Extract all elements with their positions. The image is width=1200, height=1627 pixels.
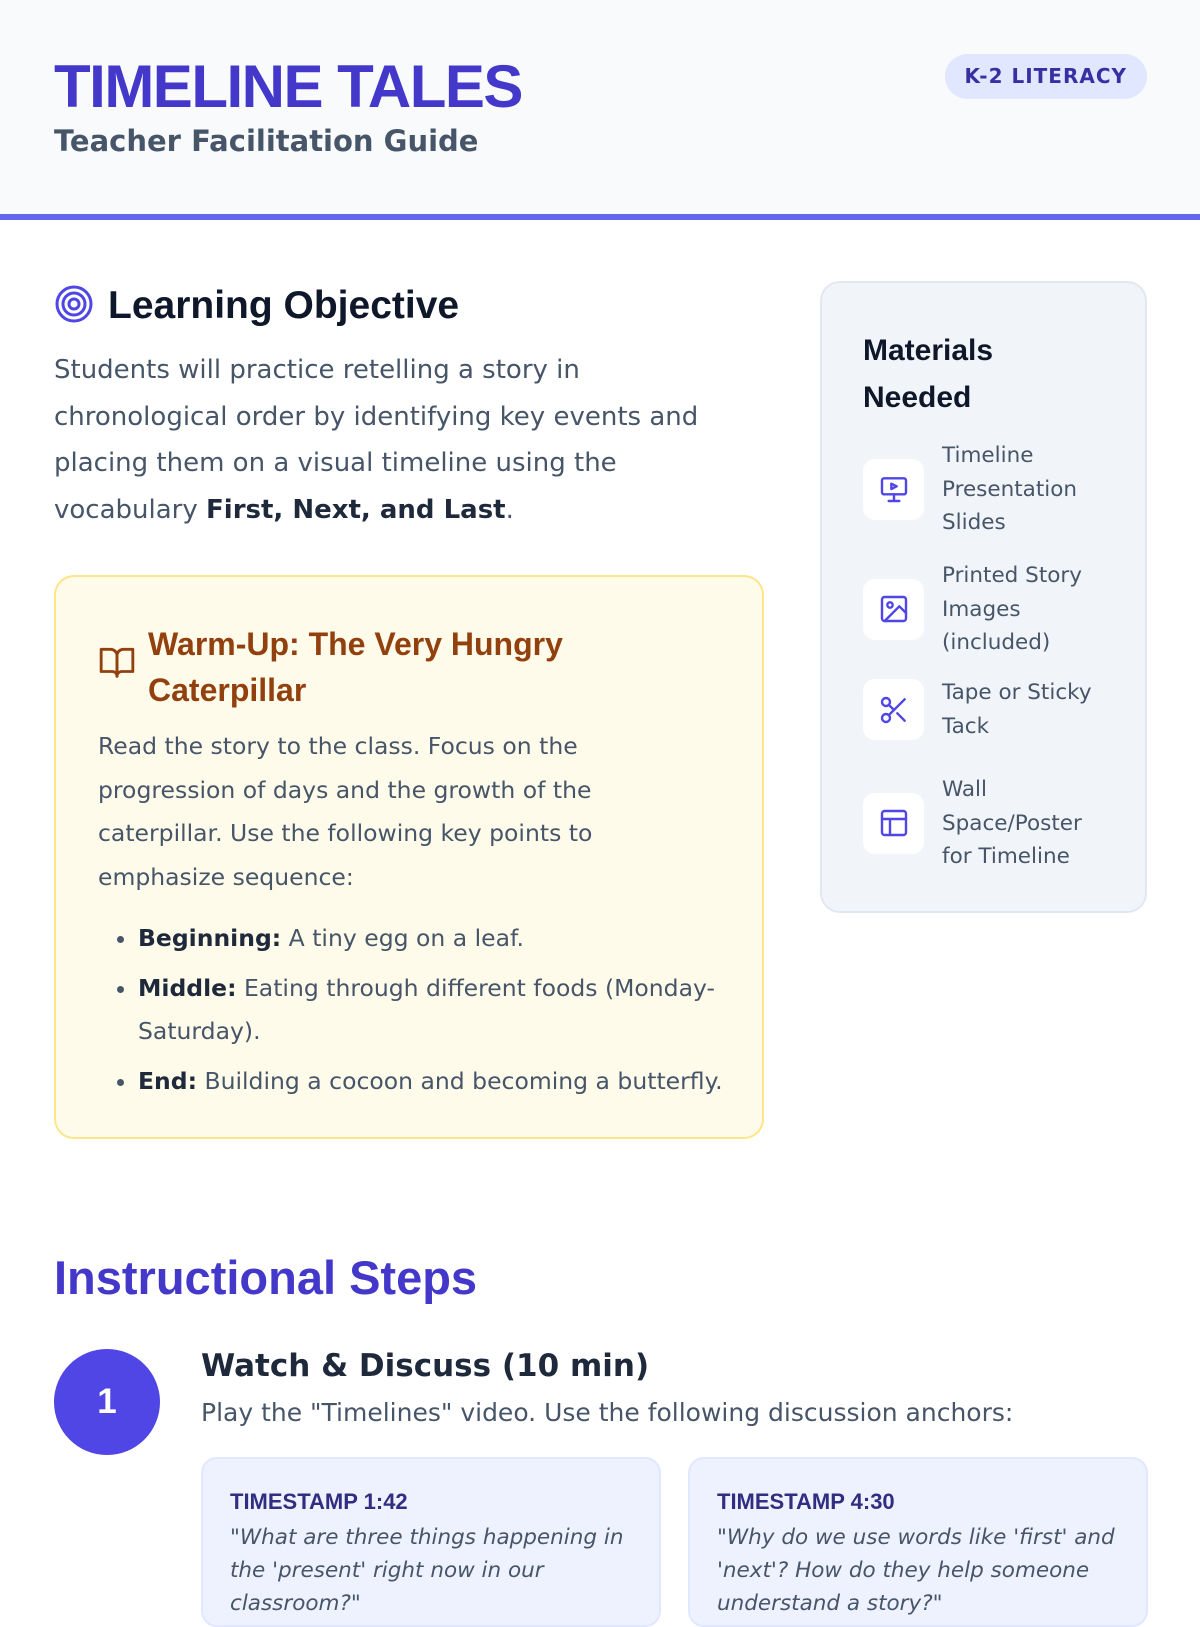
objective-title: Learning Objective <box>108 284 460 327</box>
page-title: TIMELINE TALES <box>54 53 522 120</box>
page-header <box>0 0 1200 220</box>
list-item-text: Eating through different foods (Monday-Saturday). <box>138 973 715 1045</box>
warmup-key-points <box>138 917 728 1109</box>
list-item <box>138 917 728 961</box>
timestamp-card <box>201 1457 661 1627</box>
objective-text-end: . <box>505 494 514 525</box>
list-item-label: Middle: <box>138 973 237 1002</box>
warmup-heading <box>98 621 608 713</box>
step-number: 1 <box>54 1349 160 1455</box>
discussion-question: "Why do we use words like 'first' and 'next'? How do they help someone understand a story?" <box>717 1525 1115 1616</box>
material-item-wall-space <box>863 773 1102 874</box>
list-item-label: End: <box>138 1066 198 1095</box>
step-description: Play the "Timelines" video. Use the following discussion anchors: <box>201 1398 1014 1427</box>
objective-vocabulary: First, Next, and Last <box>206 494 506 525</box>
book-open-icon <box>98 621 136 685</box>
image-icon <box>863 579 924 640</box>
list-item <box>138 967 728 1054</box>
presentation-icon <box>863 459 924 520</box>
list-item <box>138 1060 728 1104</box>
target-icon <box>54 284 94 328</box>
steps-heading: Instructional Steps <box>54 1251 478 1304</box>
material-item-slides <box>863 439 1102 540</box>
list-item-text: A tiny egg on a leaf. <box>281 924 525 952</box>
objective-heading <box>54 284 459 328</box>
warmup-card <box>54 575 764 1139</box>
discussion-question: "What are three things happening in the 'present' right now in our classroom?" <box>230 1525 624 1616</box>
materials-card <box>820 281 1147 913</box>
timestamp-card <box>688 1457 1148 1627</box>
timestamp-label: TIMESTAMP 1:42 <box>230 1489 408 1514</box>
grade-badge: K-2 LITERACY <box>945 54 1147 99</box>
layout-icon <box>863 793 924 854</box>
page-subtitle: Teacher Facilitation Guide <box>54 124 479 158</box>
material-item-tape <box>863 676 1102 743</box>
material-label: Printed Story Images (included) <box>942 563 1082 655</box>
material-label: Tape or Sticky Tack <box>942 680 1092 739</box>
step-title: Watch & Discuss (10 min) <box>201 1348 650 1384</box>
scissors-icon <box>863 679 924 740</box>
warmup-text: Read the story to the class. Focus on the progression of days and the growth of the caterpillar. Use the following key points to emphasize sequence: <box>98 732 593 891</box>
list-item-text: Building a cocoon and becoming a butterfly. <box>197 1066 723 1095</box>
objective-text <box>54 347 744 533</box>
material-label: Timeline Presentation Slides <box>942 443 1078 535</box>
warmup-title: Warm-Up: The Very Hungry Caterpillar <box>148 626 563 708</box>
list-item-label: Beginning: <box>138 924 282 952</box>
timestamp-label: TIMESTAMP 4:30 <box>717 1489 895 1514</box>
material-item-images <box>863 559 1102 660</box>
materials-title: Materials Needed <box>863 334 994 414</box>
objective-text-start: Students will practice retelling a story in chronological order by identifying key events and placing them on a visual timeline using the vocabulary <box>54 355 699 525</box>
material-label: Wall Space/Poster for Timeline <box>942 777 1082 869</box>
